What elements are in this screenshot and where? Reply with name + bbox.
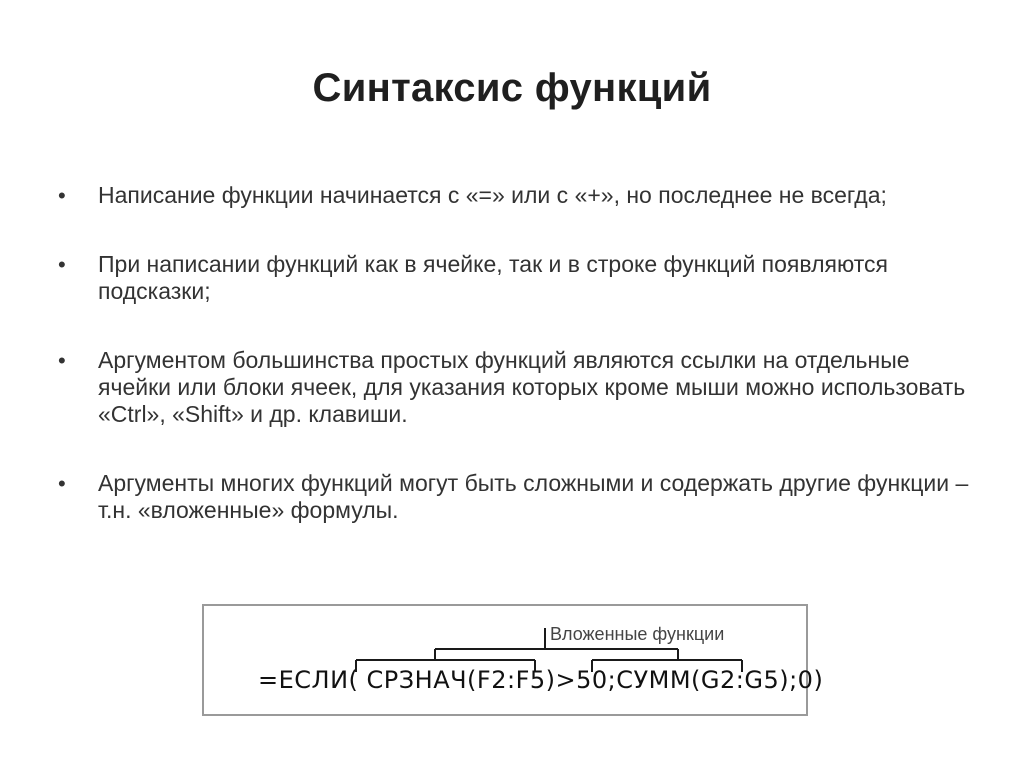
formula-text: =ЕСЛИ( СРЗНАЧ(F2:F5)>50;СУММ(G2:G5);0) [258, 666, 824, 694]
bullet-text: Аргументы многих функций могут быть сложными и содержать другие функции – т.н. «вложенные» формулы. [98, 470, 969, 523]
bullet-text: При написании функций как в ячейке, так и в строке функций появляются подсказки; [98, 251, 888, 304]
bullet-dot: • [58, 252, 66, 277]
slide-title: Синтаксис функций [312, 66, 712, 110]
bullet-dot: • [58, 348, 66, 373]
bullet-dot: • [58, 183, 66, 208]
nested-functions-label: Вложенные функции [550, 624, 725, 644]
bracket-lines [204, 606, 806, 714]
bullet-item [58, 251, 978, 305]
bullet-item [58, 470, 978, 524]
bullet-item [58, 347, 978, 428]
bullet-text: Аргументом большинства простых функций являются ссылки на отдельные ячейки или блоки ячеек, для указания которых кроме мыши можно использовать «Ctrl», «Shift» и др. клавиши. [98, 347, 966, 427]
bullet-text: Написание функции начинается с «=» или с «+», но последнее не всегда; [98, 182, 887, 208]
bullet-item [58, 182, 978, 209]
formula-figure [202, 604, 824, 716]
bullet-list [58, 182, 978, 524]
bullet-dot: • [58, 471, 66, 496]
